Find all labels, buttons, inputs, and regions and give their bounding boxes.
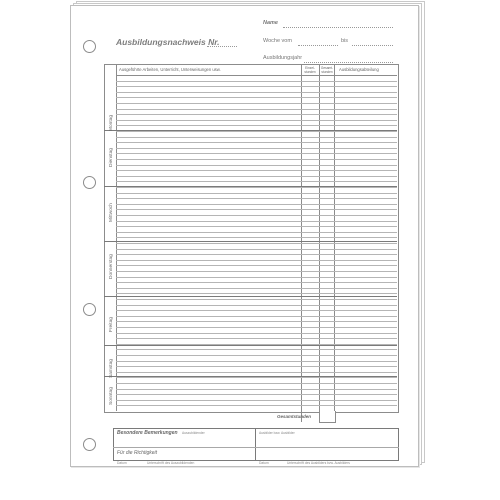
writing-line[interactable] <box>116 120 397 121</box>
writing-line[interactable] <box>116 103 397 104</box>
total-hours-cell[interactable] <box>319 411 336 423</box>
writing-line[interactable] <box>116 226 397 227</box>
writing-line[interactable] <box>116 209 397 210</box>
writing-line[interactable] <box>116 277 397 278</box>
writing-line[interactable] <box>116 142 397 143</box>
writing-line[interactable] <box>116 293 397 294</box>
writing-line[interactable] <box>116 265 397 266</box>
writing-line[interactable] <box>116 215 397 216</box>
writing-line[interactable] <box>116 372 397 373</box>
training-year-label: Ausbildungsjahr <box>263 55 303 61</box>
week-from-field[interactable] <box>298 45 338 46</box>
day-separator <box>104 376 397 377</box>
signature-label-trainer: Unterschrift des Ausbilders bzw. Ausbilders <box>287 461 350 465</box>
form-title: Ausbildungsnachweis Nr. <box>116 37 220 47</box>
writing-line[interactable] <box>116 282 397 283</box>
remarks-divider <box>255 428 256 461</box>
writing-line[interactable] <box>116 137 397 138</box>
writing-line[interactable] <box>116 86 397 87</box>
date-label-trainer: Datum <box>259 461 269 465</box>
writing-line[interactable] <box>116 153 397 154</box>
writing-line[interactable] <box>116 338 397 339</box>
writing-line[interactable] <box>116 170 397 171</box>
writing-line[interactable] <box>116 333 397 334</box>
correctness-label: Für die Richtigkeit <box>117 450 158 456</box>
day-label-thursday: Donnerstag <box>109 254 114 279</box>
writing-line[interactable] <box>116 181 397 182</box>
writing-line[interactable] <box>116 243 397 244</box>
writing-line[interactable] <box>116 92 397 93</box>
day-separator <box>104 345 397 346</box>
day-label-wednesday: Mittwoch <box>109 203 114 222</box>
signature-label-trainee: Unterschrift des Auszubildenden <box>147 461 195 465</box>
writing-line[interactable] <box>116 221 397 222</box>
week-to-field[interactable] <box>352 45 393 46</box>
day-separator <box>104 241 397 242</box>
writing-line[interactable] <box>116 193 397 194</box>
single-hours-header: Einzel-stunden <box>304 66 316 74</box>
punch-hole <box>83 40 96 53</box>
trainee-note: Auszubildender <box>182 431 205 435</box>
week-label: Woche vom <box>263 38 292 44</box>
header-separator <box>116 75 397 76</box>
day-label-saturday: Samstag <box>109 359 114 378</box>
writing-line[interactable] <box>116 288 397 289</box>
total-hours-header: Gesamt-stunden <box>320 66 334 74</box>
writing-line[interactable] <box>116 389 397 390</box>
writing-line[interactable] <box>116 187 397 188</box>
writing-line[interactable] <box>116 249 397 250</box>
writing-line[interactable] <box>116 361 397 362</box>
writing-line[interactable] <box>116 148 397 149</box>
remarks-title: Besondere Bemerkungen <box>117 430 178 436</box>
writing-line[interactable] <box>116 400 397 401</box>
writing-line[interactable] <box>116 271 397 272</box>
writing-line[interactable] <box>116 316 397 317</box>
week-to-label: bis <box>341 38 349 44</box>
training-year-field[interactable] <box>304 62 393 63</box>
writing-line[interactable] <box>116 204 397 205</box>
day-label-monday: Montag <box>109 115 114 131</box>
writing-line[interactable] <box>116 81 397 82</box>
writing-line[interactable] <box>116 299 397 300</box>
writing-line[interactable] <box>116 237 397 238</box>
writing-line[interactable] <box>116 165 397 166</box>
writing-line[interactable] <box>116 109 397 110</box>
writing-line[interactable] <box>116 97 397 98</box>
day-separator <box>104 130 397 131</box>
writing-line[interactable] <box>116 327 397 328</box>
day-separator <box>104 186 397 187</box>
name-field[interactable] <box>283 27 393 28</box>
writing-line[interactable] <box>116 366 397 367</box>
writing-line[interactable] <box>116 125 397 126</box>
writing-line[interactable] <box>116 159 397 160</box>
writing-line[interactable] <box>116 405 397 406</box>
writing-line[interactable] <box>116 260 397 261</box>
day-label-sunday: Sonntag <box>109 387 114 405</box>
day-label-friday: Freitag <box>109 317 114 332</box>
writing-line[interactable] <box>116 254 397 255</box>
date-label-trainee: Datum <box>117 461 127 465</box>
writing-line[interactable] <box>116 355 397 356</box>
trainer-note: Ausbilder bzw. Ausbilder <box>259 431 295 435</box>
writing-line[interactable] <box>116 377 397 378</box>
punch-hole <box>83 176 96 189</box>
writing-line[interactable] <box>116 394 397 395</box>
day-separator <box>104 296 397 297</box>
writing-line[interactable] <box>116 131 397 132</box>
activities-header: Ausgeführte Arbeiten, Unterricht, Unterweisungen usw. <box>119 67 221 72</box>
writing-line[interactable] <box>116 349 397 350</box>
remarks-mid-line <box>113 447 399 448</box>
writing-line[interactable] <box>116 310 397 311</box>
writing-line[interactable] <box>116 305 397 306</box>
writing-line[interactable] <box>116 232 397 233</box>
writing-line[interactable] <box>116 176 397 177</box>
writing-line[interactable] <box>116 198 397 199</box>
name-label: Name <box>263 20 278 26</box>
writing-line[interactable] <box>116 114 397 115</box>
punch-hole <box>83 303 96 316</box>
writing-line[interactable] <box>116 383 397 384</box>
report-number-field[interactable] <box>207 46 237 47</box>
punch-hole <box>83 438 96 451</box>
department-header: Ausbildungsabteilung <box>339 67 379 72</box>
day-label-tuesday: Dienstag <box>109 148 114 167</box>
writing-line[interactable] <box>116 321 397 322</box>
total-hours-label: Gesamtstunden <box>277 414 312 419</box>
